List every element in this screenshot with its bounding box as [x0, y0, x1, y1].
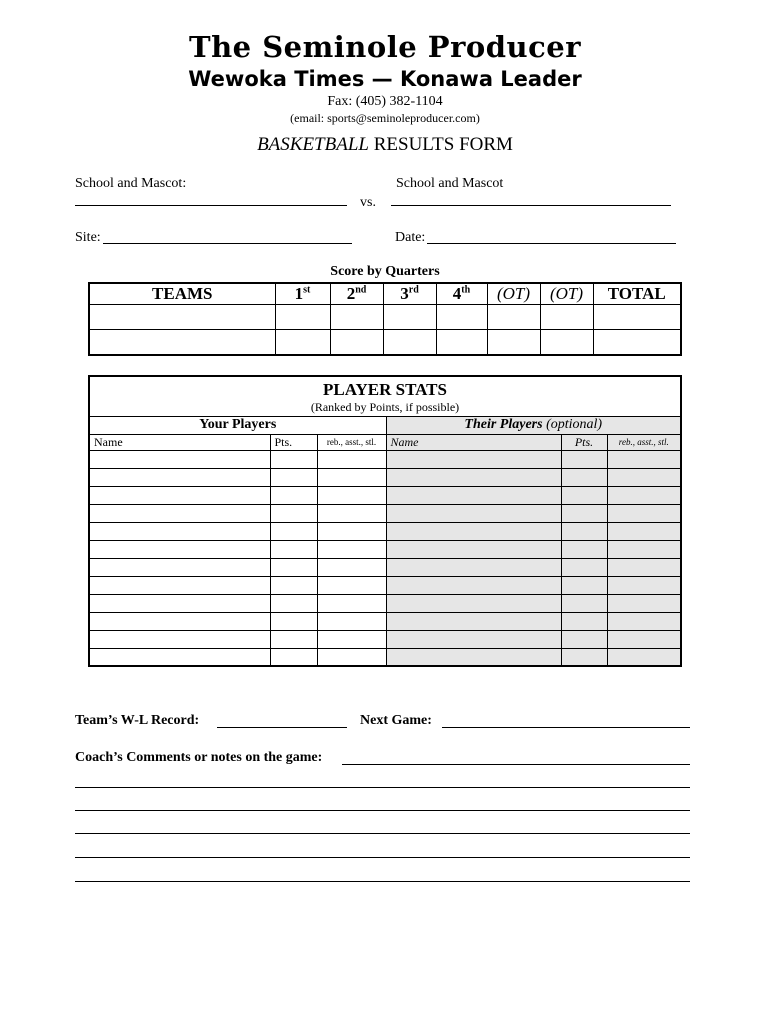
player-row[interactable]: [89, 504, 681, 522]
ot1-header: (OT): [487, 283, 540, 305]
player-row[interactable]: [89, 630, 681, 648]
form-title-rest: RESULTS FORM: [368, 134, 513, 155]
comments-line[interactable]: [75, 810, 690, 811]
player-row[interactable]: [89, 576, 681, 594]
comments-line[interactable]: [75, 787, 690, 788]
name2-column-header: Name: [386, 434, 561, 450]
q3-header: 3rd: [383, 283, 436, 305]
comments-line[interactable]: [75, 881, 690, 882]
q2-header: 2nd: [330, 283, 383, 305]
player-row[interactable]: [89, 594, 681, 612]
date-label: Date:: [395, 230, 426, 245]
record-line[interactable]: [217, 727, 347, 728]
school-right-line[interactable]: [391, 205, 671, 206]
form-title: [0, 134, 770, 156]
pts2-column-header: Pts.: [561, 434, 607, 450]
site-line[interactable]: [103, 243, 352, 244]
name-column-header: Name: [89, 434, 270, 450]
player-row[interactable]: [89, 522, 681, 540]
misc-column-header: reb., asst., stl.: [317, 434, 386, 450]
total-header: TOTAL: [593, 283, 681, 305]
date-line[interactable]: [427, 243, 676, 244]
score-caption: Score by Quarters: [330, 264, 440, 279]
player-stats-subtitle: (Ranked by Points, if possible): [310, 400, 460, 415]
teams-header: TEAMS: [89, 283, 275, 305]
player-row[interactable]: [89, 486, 681, 504]
record-label: Team’s W-L Record:: [75, 713, 200, 728]
q1-header: 1st: [275, 283, 330, 305]
publication-subtitle: Wewoka Times — Konawa Leader: [188, 67, 582, 91]
player-row[interactable]: [89, 540, 681, 558]
player-row[interactable]: [89, 468, 681, 486]
player-row[interactable]: [89, 558, 681, 576]
score-row[interactable]: [89, 305, 681, 330]
comments-line[interactable]: [75, 833, 690, 834]
next-game-line[interactable]: [442, 727, 690, 728]
player-stats-title: PLAYER STATS: [323, 380, 447, 400]
misc2-column-header: reb., asst., stl.: [607, 434, 681, 450]
pts-column-header: Pts.: [270, 434, 317, 450]
player-row[interactable]: [89, 450, 681, 468]
next-game-label: Next Game:: [360, 713, 432, 728]
q4-header: 4th: [436, 283, 487, 305]
ot2-header: (OT): [540, 283, 593, 305]
player-row[interactable]: [89, 648, 681, 666]
masthead: The Seminole Producer: [189, 30, 581, 64]
score-table: [88, 282, 682, 356]
player-stats-table: [88, 375, 682, 667]
their-players-header: Their Players (optional): [386, 416, 681, 434]
comments-label: Coach’s Comments or notes on the game:: [75, 750, 323, 765]
site-label: Site:: [75, 230, 101, 245]
school-left-label: School and Mascot:: [75, 176, 187, 191]
player-row[interactable]: [89, 612, 681, 630]
your-players-header: Your Players: [89, 416, 386, 434]
comments-line[interactable]: [342, 764, 690, 765]
score-row[interactable]: [89, 330, 681, 355]
comments-line[interactable]: [75, 857, 690, 858]
school-right-label: School and Mascot: [396, 176, 504, 191]
form-title-sport: BASKETBALL: [257, 134, 369, 155]
vs-label: vs.: [360, 195, 376, 210]
fax-number: Fax: (405) 382-1104: [327, 94, 443, 109]
school-left-line[interactable]: [75, 205, 347, 206]
email-address: (email: sports@seminoleproducer.com): [290, 111, 480, 125]
